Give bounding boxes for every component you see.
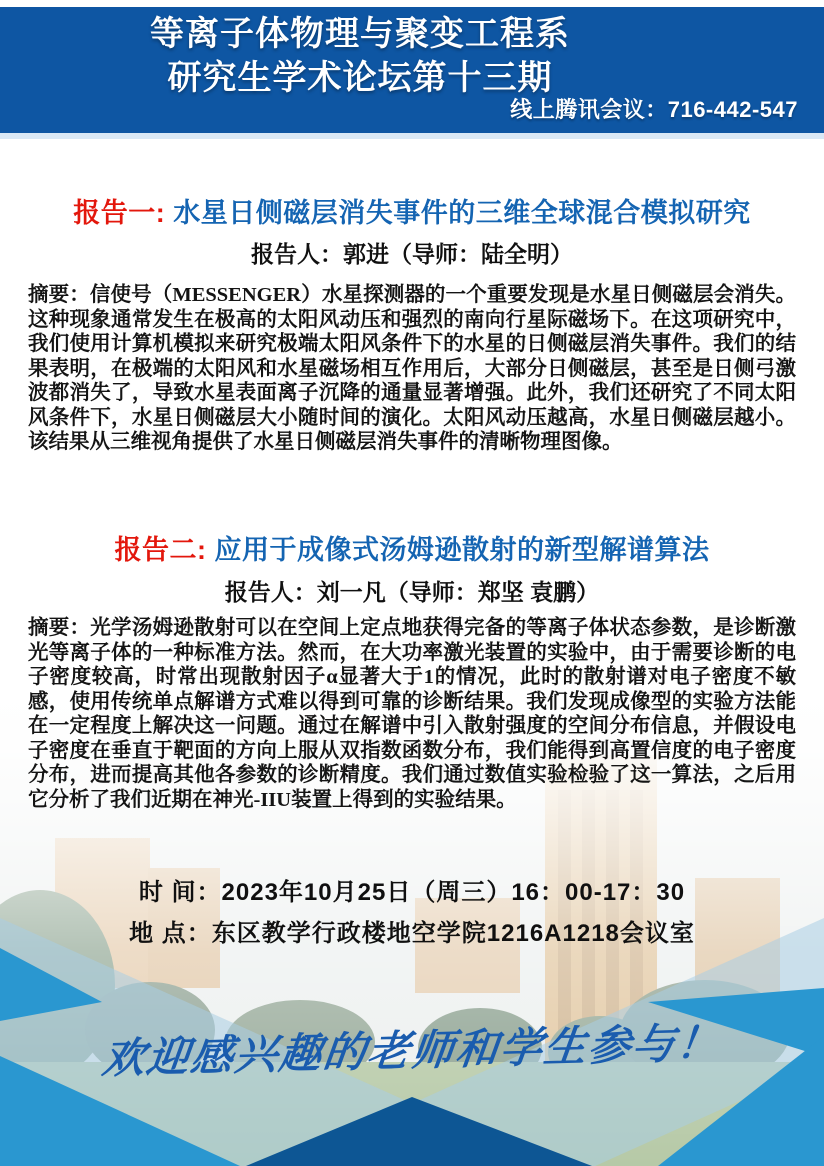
online-meeting-id: 线上腾讯会议：716-442-547	[510, 97, 798, 122]
report1-abstract-label: 摘要：	[28, 283, 90, 306]
report2-speaker: 报告人：刘一凡（导师：郑坚 袁鹏）	[224, 579, 600, 605]
header-title-line1: 等离子体物理与聚变工程系	[150, 15, 570, 53]
report2-abstract-text: 光学汤姆逊散射可以在空间上定点地获得完备的等离子体状态参数，是诊断激光等离子体的一种标准方法。然而，在大功率激光装置的实验中，由于需要诊断的电子密度较高，时常出现散射因子α显著大于1的情况，此时的散射谱对电子密度不敏感，使用传统单点解谱方式难以得到可靠的诊断结果。我们发现成像型的实验方法能在一定程度上解决这一问题。通过在解谱中引入散射强度的空间分布信息，并假设电子密度在垂直于靶面的方向上服从双指数函数分布，我们能得到高置信度的电子密度分布，进而提高其他各参数的诊断精度。我们通过数值实验检验了这一算法，之后用它分析了我们近期在神光-IIU装置上得到的实验结果。	[28, 617, 797, 811]
report1-speaker: 报告人：郭进（导师：陆全明）	[251, 241, 573, 267]
report2-title	[0, 528, 824, 567]
welcome-message: 欢迎感兴趣的老师和学生参与！	[99, 1020, 724, 1084]
report1-title	[0, 191, 824, 230]
report2-title-text: 应用于成像式汤姆逊散射的新型解谱算法	[214, 535, 710, 565]
report1-title-text: 水星日侧磁层消失事件的三维全球混合模拟研究	[173, 198, 751, 228]
event-location: 地 点：东区教学行政楼地空学院1216A1218会议室	[129, 920, 695, 947]
report1-label: 报告一:	[73, 198, 166, 228]
report2-abstract	[28, 616, 796, 812]
header-title-line2: 研究生学术论坛第十三期	[167, 59, 553, 97]
report1-abstract-text: 信使号（MESSENGER）水星探测器的一个重要发现是水星日侧磁层会消失。这种现象通常发生在极高的太阳风动压和强烈的南向行星际磁场下。在这项研究中，我们使用计算机模拟来研究极端太阳风条件下的水星的日侧磁层消失事件。我们的结果表明，在极端的太阳风和水星磁场相互作用后，大部分日侧磁层，甚至是日侧弓激波都消失了，导致水星表面离子沉降的通量显著增强。此外，我们还研究了不同太阳风条件下，水星日侧磁层大小随时间的演化。太阳风动压越高，水星日侧磁层越小。该结果从三维视角提供了水星日侧磁层消失事件的清晰物理图像。	[28, 284, 797, 453]
report1-abstract	[28, 283, 796, 455]
report2-label: 报告二:	[114, 535, 207, 565]
report2-abstract-label: 摘要：	[28, 616, 91, 639]
event-time: 时 间：2023年10月25日（周三）16：00-17：30	[138, 879, 686, 906]
